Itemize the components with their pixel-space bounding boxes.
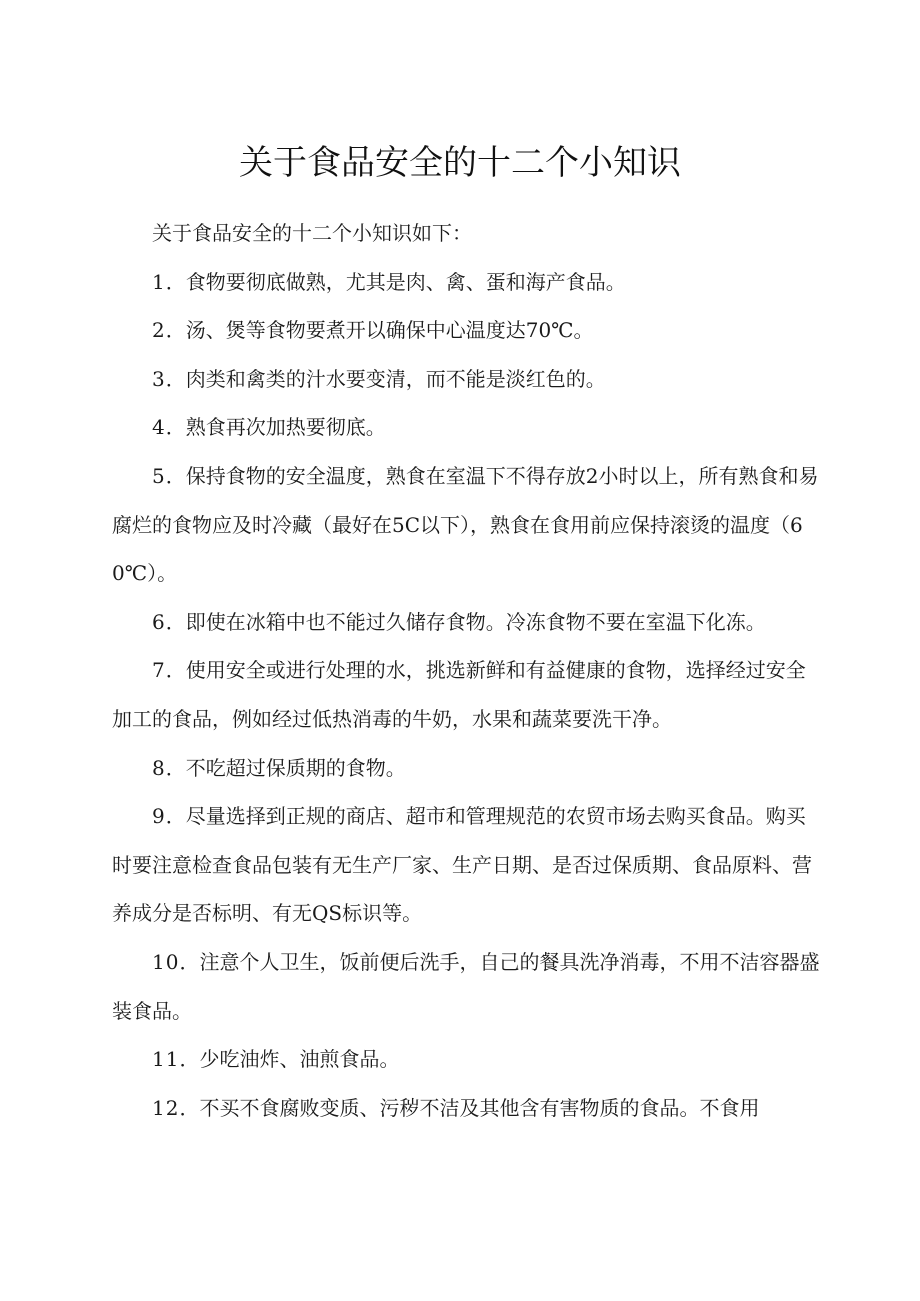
item-separator: ． (165, 318, 186, 343)
item-separator: ． (165, 463, 186, 488)
list-item (112, 403, 824, 452)
item-separator: ． (165, 269, 186, 294)
item-separator: ． (179, 1095, 200, 1120)
item-number: 2 (152, 318, 166, 343)
item-number: 3 (152, 366, 166, 391)
item-text: 尽量选择到正规的商店、超市和管理规范的农贸市场去购买食品。购买时要注意检查食品包装有无生产厂家、生产日期、是否过保质期、食品原料、营养成分是否标明、有无QS标识等。 (112, 804, 812, 926)
item-text: 汤、煲等食物要煮开以确保中心温度达70℃。 (185, 318, 594, 343)
item-text: 使用安全或进行处理的水，挑选新鲜和有益健康的食物，选择经过安全加工的食品，例如经过低热消毒的牛奶，水果和蔬菜要洗干净。 (112, 658, 806, 731)
list-item (112, 452, 824, 598)
document-title: 关于食品安全的十二个小知识 (239, 142, 681, 183)
item-separator: ． (165, 415, 186, 440)
item-text: 不买不食腐败变质、污秽不洁及其他含有害物质的食品。不食用 (199, 1095, 760, 1120)
list-item (112, 792, 824, 938)
list-item (112, 355, 824, 404)
list-item (112, 938, 824, 1035)
item-text: 肉类和禽类的汁水要变清，而不能是淡红色的。 (185, 366, 606, 391)
item-separator: ． (165, 609, 186, 634)
list-item (112, 1084, 824, 1133)
item-text: 保持食物的安全温度，熟食在室温下不得存放2小时以上，所有熟食和易腐烂的食物应及时冷藏（最好在5C以下），熟食在食用前应保持滚烫的温度（60℃）。 (112, 463, 819, 586)
list-item (112, 1035, 824, 1084)
item-text: 不吃超过保质期的食物。 (185, 755, 406, 780)
item-number: 7 (152, 658, 166, 683)
item-separator: ． (179, 1047, 200, 1072)
item-number: 9 (152, 804, 166, 829)
list-item (112, 258, 824, 307)
list-item (112, 306, 824, 355)
intro-paragraph: 关于食品安全的十二个小知识如下： (152, 221, 472, 245)
item-separator: ． (165, 804, 186, 829)
item-text: 熟食再次加热要彻底。 (185, 415, 386, 440)
item-number: 1 (152, 269, 166, 294)
item-separator: ． (179, 949, 200, 974)
item-number: 8 (152, 755, 166, 780)
item-number: 11 (152, 1047, 180, 1072)
item-separator: ． (165, 755, 186, 780)
document-body (112, 209, 824, 1132)
item-number: 6 (152, 609, 166, 634)
item-separator: ． (165, 366, 186, 391)
item-text: 少吃油炸、油煎食品。 (199, 1047, 400, 1072)
item-number: 12 (152, 1095, 180, 1120)
list-item (112, 646, 824, 743)
item-number: 4 (152, 415, 166, 440)
item-text: 即使在冰箱中也不能过久储存食物。冷冻食物不要在室温下化冻。 (185, 609, 766, 634)
item-number: 10 (152, 949, 180, 974)
item-separator: ． (165, 658, 186, 683)
item-number: 5 (152, 463, 166, 488)
item-text: 注意个人卫生，饭前便后洗手，自己的餐具洗净消毒，不用不洁容器盛装食品。 (112, 949, 820, 1023)
list-item (112, 598, 824, 647)
list-item (112, 744, 824, 793)
item-text: 食物要彻底做熟，尤其是肉、禽、蛋和海产食品。 (185, 269, 626, 294)
